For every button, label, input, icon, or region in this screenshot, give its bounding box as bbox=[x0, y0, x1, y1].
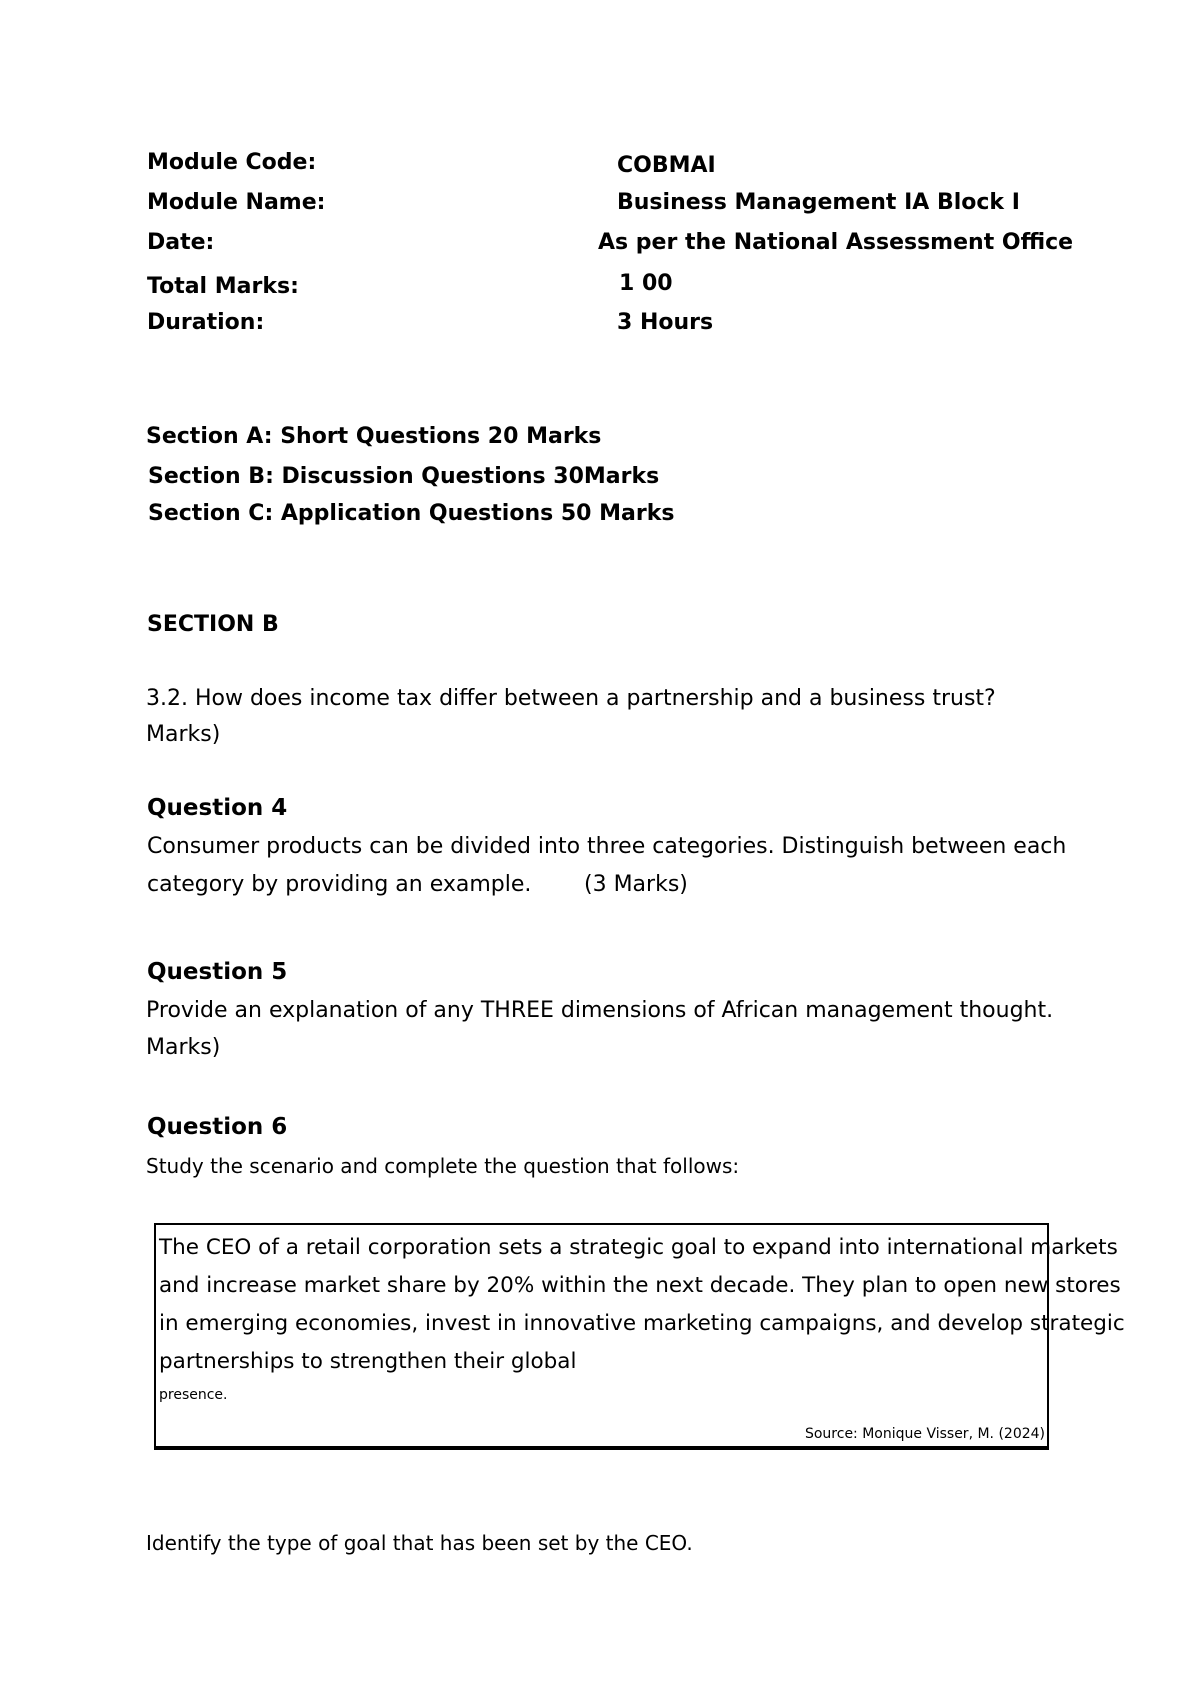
question-6-prompt: Identify the type of goal that has been set by the CEO. bbox=[146, 1531, 693, 1555]
duration-value: 3 Hours bbox=[617, 310, 714, 335]
duration-label: Duration: bbox=[147, 310, 265, 335]
question-4-marks: (3 Marks) bbox=[584, 872, 688, 897]
module-name-value: Business Management IA Block I bbox=[617, 190, 1020, 215]
scenario-box bbox=[154, 1223, 1125, 1448]
section-c-summary: Section C: Application Questions 50 Marks bbox=[148, 501, 675, 526]
module-name-label: Module Name: bbox=[147, 190, 326, 215]
question-5-title: Question 5 bbox=[147, 959, 288, 985]
question-6-title: Question 6 bbox=[147, 1114, 288, 1140]
date-value: As per the National Assessment Office bbox=[598, 230, 1074, 255]
question-3-2-text: 3.2. How does income tax differ between a partnership and a business trust? bbox=[146, 686, 996, 711]
scenario-source: Source: Monique Visser, M. (2024) bbox=[804, 1426, 1045, 1442]
total-marks-label: Total Marks: bbox=[147, 274, 299, 299]
question-5-line-1: Provide an explanation of any THREE dimensions of African management thought. bbox=[146, 998, 1054, 1023]
question-6-intro: Study the scenario and complete the question that follows: bbox=[146, 1154, 740, 1178]
question-3-2-marks: Marks) bbox=[146, 722, 221, 747]
scenario-line-1: The CEO of a retail corporation sets a strategic goal to expand into international markets bbox=[159, 1235, 1118, 1260]
section-b-heading: SECTION B bbox=[147, 612, 279, 637]
scenario-line-2: and increase market share by 20% within the next decade. They plan to open new stores bbox=[159, 1273, 1121, 1298]
scenario-line-5: presence. bbox=[159, 1387, 228, 1403]
question-5-marks: Marks) bbox=[146, 1035, 221, 1060]
question-4-line-1: Consumer products can be divided into three categories. Distinguish between each bbox=[147, 834, 1067, 859]
scenario-line-4: partnerships to strengthen their global bbox=[159, 1349, 577, 1374]
total-marks-value: 1 00 bbox=[619, 271, 673, 296]
section-a-summary: Section A: Short Questions 20 Marks bbox=[146, 424, 602, 449]
module-code-label: Module Code: bbox=[147, 150, 317, 175]
date-label: Date: bbox=[147, 230, 215, 255]
question-4-line-2: category by providing an example. bbox=[147, 872, 532, 897]
section-b-summary: Section B: Discussion Questions 30Marks bbox=[148, 464, 660, 489]
scenario-line-3: in emerging economies, invest in innovative marketing campaigns, and develop strategic bbox=[159, 1311, 1125, 1336]
question-4-title: Question 4 bbox=[147, 795, 288, 821]
module-code-value: COBMAI bbox=[617, 153, 716, 178]
